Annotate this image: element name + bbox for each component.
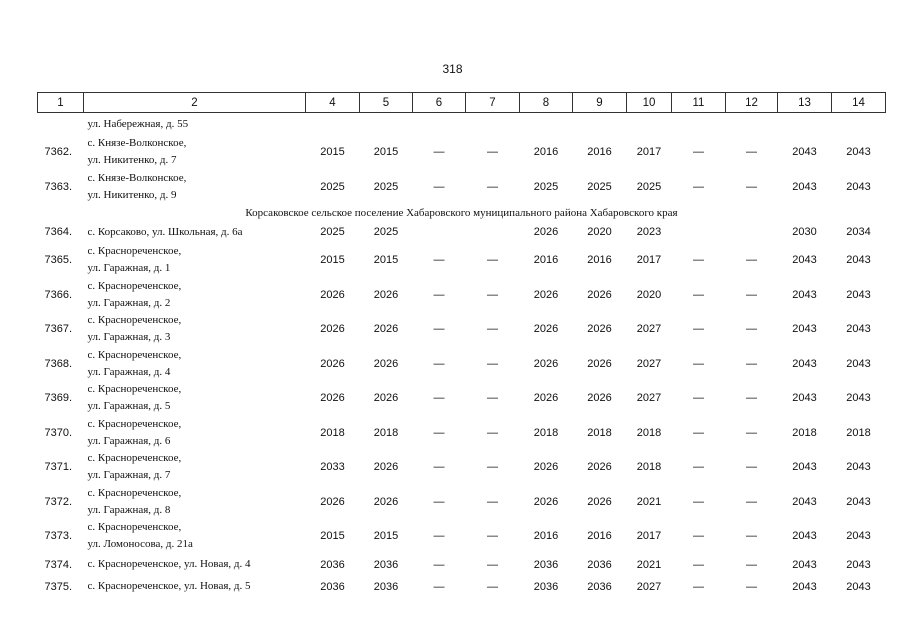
table-row <box>38 278 886 313</box>
header-cell: 8 <box>520 93 573 113</box>
year-cell-c14: 2034 <box>846 226 871 238</box>
year-cell-c7: — <box>487 558 498 571</box>
year-cell-c4: 2026 <box>320 495 345 508</box>
address-cell <box>84 519 306 554</box>
year-cell-c9: 2036 <box>587 580 612 593</box>
year-cell-c10: 2023 <box>636 226 662 238</box>
year-cell-c4: 2026 <box>320 288 345 301</box>
year-cell-c6: — <box>433 323 445 336</box>
year-cell-c12: — <box>746 288 757 301</box>
year-cell-c10: 2021 <box>636 558 662 571</box>
row-number: 7367. <box>44 323 73 336</box>
address-line-2: ул. Гаражная, д. 6 <box>87 434 171 447</box>
year-cell-c11: — <box>693 357 704 370</box>
year-cell-c10: 2017 <box>636 254 662 267</box>
table-row <box>38 312 886 347</box>
year-cell-c8: 2036 <box>533 580 559 593</box>
year-cell-c5: 2015 <box>373 530 399 543</box>
year-cell-c13: 2018 <box>792 426 817 439</box>
address-line-1: с. Краснореченское, <box>87 486 182 499</box>
section-header-row <box>38 204 886 221</box>
year-cell-c7: — <box>487 254 498 267</box>
address-line-2: ул. Никитенко, д. 7 <box>87 154 177 167</box>
year-cell-c5: 2026 <box>373 495 399 508</box>
year-cell-c9: 2036 <box>587 558 612 571</box>
table-row <box>38 450 886 485</box>
year-cell-c6: — <box>433 392 445 405</box>
year-cell-c6: — <box>433 357 445 370</box>
year-cell-c14: 2043 <box>846 323 871 336</box>
address-cell <box>84 381 306 416</box>
housing-table <box>37 92 886 598</box>
table-row <box>38 416 886 451</box>
table-row <box>38 519 886 554</box>
header-cell: 11 <box>672 93 726 113</box>
address-line-1: с. Краснореченское, <box>87 521 182 534</box>
address-line-1: с. Краснореченское, <box>87 314 182 327</box>
header-cell: 4 <box>306 93 360 113</box>
year-cell-c14: 2043 <box>846 288 871 301</box>
year-cell-c8: 2016 <box>533 146 559 159</box>
year-cell-c5: 2025 <box>373 180 399 193</box>
row-number: 7364. <box>44 226 73 238</box>
address-line-1: с. Князе-Волконское, <box>87 137 187 150</box>
table-row <box>38 347 886 382</box>
year-cell-c5: 2026 <box>373 288 399 301</box>
row-number: 7370. <box>44 426 73 439</box>
address-line-1: с. Краснореченское, <box>87 348 182 361</box>
address-cell: с. Краснореченское, ул. Новая, д. 5 <box>87 580 251 592</box>
year-cell-c13: 2030 <box>792 226 817 238</box>
address-cell <box>84 485 306 520</box>
year-cell-c12: — <box>746 580 757 593</box>
header-cell: 9 <box>573 93 627 113</box>
year-cell-c4: 2026 <box>320 357 345 370</box>
year-cell-c11: — <box>693 558 704 571</box>
year-cell-c14: 2043 <box>846 180 871 193</box>
year-cell-c6: — <box>433 180 445 193</box>
year-cell-c9: 2026 <box>587 357 612 370</box>
year-cell-c12: — <box>746 495 757 508</box>
row-number: 7363. <box>44 180 73 193</box>
year-cell-c9: 2026 <box>587 323 612 336</box>
year-cell-c4: 2015 <box>320 530 345 543</box>
year-cell-c4: 2025 <box>320 180 345 193</box>
year-cell-c4: 2018 <box>320 426 345 439</box>
table-row <box>38 381 886 416</box>
header-cell: 2 <box>84 93 306 113</box>
year-cell-c5: 2026 <box>373 323 399 336</box>
address-line-1: с. Краснореченское, <box>87 383 182 396</box>
address-cell <box>84 243 306 278</box>
year-cell-c11: — <box>693 146 704 159</box>
year-cell-c14: 2043 <box>846 558 871 571</box>
year-cell-c9: 2026 <box>587 461 612 474</box>
year-cell-c8: 2025 <box>533 180 559 193</box>
year-cell-c8: 2026 <box>533 288 559 301</box>
year-cell-c7: — <box>487 323 498 336</box>
address-cell: с. Краснореченское, ул. Новая, д. 4 <box>87 558 251 570</box>
year-cell-c8: 2026 <box>533 392 559 405</box>
year-cell-c13: 2043 <box>792 580 817 593</box>
year-cell-c8: 2026 <box>533 226 559 238</box>
year-cell-c5: 2015 <box>373 254 399 267</box>
year-cell-c7: — <box>487 580 498 593</box>
row-number: 7368. <box>44 357 73 370</box>
row-number: 7373. <box>44 530 73 543</box>
row-number: 7362. <box>44 146 73 159</box>
year-cell-c11: — <box>693 180 704 193</box>
year-cell-c10: 2021 <box>636 495 662 508</box>
year-cell-c4: 2026 <box>320 323 345 336</box>
year-cell-c12: — <box>746 357 757 370</box>
year-cell-c4: 2015 <box>320 254 345 267</box>
table-row <box>38 170 886 205</box>
address-line-1: с. Краснореченское, <box>87 417 182 430</box>
year-cell-c13: 2043 <box>792 558 817 571</box>
year-cell-c4: 2036 <box>320 580 345 593</box>
row-number: 7375. <box>44 580 73 593</box>
year-cell-c14: 2043 <box>846 495 871 508</box>
year-cell-c14: 2043 <box>846 580 871 593</box>
table-row <box>38 485 886 520</box>
address-cell <box>84 135 306 170</box>
year-cell-c6 <box>413 221 466 243</box>
year-cell-c14: 2043 <box>846 254 871 267</box>
year-cell-c11: — <box>693 461 704 474</box>
address-line-2: ул. Гаражная, д. 5 <box>87 400 171 413</box>
year-cell-c12: — <box>746 254 757 267</box>
year-cell-c10: 2025 <box>636 180 662 193</box>
year-cell-c12: — <box>746 146 757 159</box>
year-cell-c13: 2043 <box>792 530 817 543</box>
address-line-2: ул. Ломоносова, д. 21а <box>87 538 193 551</box>
year-cell-c7: — <box>487 180 498 193</box>
continuation-row <box>38 113 886 136</box>
year-cell-c13: 2043 <box>792 357 817 370</box>
year-cell-c7: — <box>487 495 498 508</box>
year-cell-c8: 2026 <box>533 323 559 336</box>
header-cell: 7 <box>466 93 520 113</box>
year-cell-c5: 2036 <box>373 580 399 593</box>
year-cell-c13: 2043 <box>792 180 817 193</box>
year-cell-c13: 2043 <box>792 495 817 508</box>
year-cell-c4: 2015 <box>320 146 345 159</box>
year-cell-c12: — <box>746 392 757 405</box>
address-cell <box>84 416 306 451</box>
year-cell-c11: — <box>693 254 704 267</box>
header-cell: 14 <box>832 93 886 113</box>
year-cell-c8: 2026 <box>533 461 559 474</box>
row-number: 7369. <box>44 392 73 405</box>
year-cell-c6: — <box>433 558 445 571</box>
address-cell: с. Корсаково, ул. Школьная, д. 6а <box>87 225 243 238</box>
year-cell-c8: 2018 <box>533 426 559 439</box>
year-cell-c11: — <box>693 426 704 439</box>
year-cell-c7: — <box>487 146 498 159</box>
year-cell-c5: 2026 <box>373 461 399 474</box>
address-line-1: с. Краснореченское, <box>87 245 182 258</box>
address-line-2: ул. Гаражная, д. 1 <box>87 262 171 275</box>
address-line-1: с. Краснореченское, <box>87 452 182 465</box>
year-cell-c13: 2043 <box>792 146 817 159</box>
year-cell-c6: — <box>433 495 445 508</box>
year-cell-c11: — <box>693 495 704 508</box>
year-cell-c6: — <box>433 530 445 543</box>
year-cell-c10: 2027 <box>636 323 662 336</box>
table-row <box>38 135 886 170</box>
year-cell-c8: 2036 <box>533 558 559 571</box>
address-cell <box>84 347 306 382</box>
row-number: 7374. <box>44 558 73 571</box>
header-row <box>38 93 886 113</box>
address-cell <box>84 312 306 347</box>
header-cell: 6 <box>413 93 466 113</box>
year-cell-c12: — <box>746 426 757 439</box>
year-cell-c8: 2026 <box>533 495 559 508</box>
year-cell-c13: 2043 <box>792 392 817 405</box>
table-row <box>38 576 886 598</box>
table-row <box>38 243 886 278</box>
year-cell-c4: 2026 <box>320 392 345 405</box>
year-cell-c8: 2016 <box>533 254 559 267</box>
year-cell-c13: 2043 <box>792 288 817 301</box>
year-cell-c9: 2016 <box>587 254 612 267</box>
year-cell-c6: — <box>433 461 445 474</box>
year-cell-c12: — <box>746 558 757 571</box>
year-cell-c10: 2018 <box>636 461 662 474</box>
header-cell: 12 <box>726 93 778 113</box>
year-cell-c10: 2027 <box>636 580 662 593</box>
year-cell-c11: — <box>693 580 704 593</box>
table-row <box>38 221 886 243</box>
year-cell-c12: — <box>746 180 757 193</box>
year-cell-c9: 2026 <box>587 288 612 301</box>
address-cell <box>84 170 306 205</box>
year-cell-c8: 2026 <box>533 357 559 370</box>
year-cell-c4: 2036 <box>320 558 345 571</box>
year-cell-c7: — <box>487 392 498 405</box>
year-cell-c12: — <box>746 530 757 543</box>
year-cell-c7 <box>466 221 520 243</box>
year-cell-c14: 2043 <box>846 146 871 159</box>
year-cell-c11: — <box>693 392 704 405</box>
year-cell-c5: 2026 <box>373 357 399 370</box>
year-cell-c11: — <box>693 530 704 543</box>
row-number: 7372. <box>44 495 73 508</box>
page-number: 318 <box>442 62 463 76</box>
year-cell-c5: 2026 <box>373 392 399 405</box>
year-cell-c9: 2020 <box>587 226 612 238</box>
year-cell-c7: — <box>487 288 498 301</box>
year-cell-c5: 2025 <box>373 226 399 238</box>
year-cell-c6: — <box>433 254 445 267</box>
address-cell <box>84 450 306 485</box>
year-cell-c14: 2043 <box>846 530 871 543</box>
year-cell-c4: 2025 <box>320 226 345 238</box>
year-cell-c10: 2017 <box>636 146 662 159</box>
year-cell-c12: — <box>746 323 757 336</box>
table-row <box>38 554 886 576</box>
year-cell-c10: 2020 <box>636 288 662 301</box>
year-cell-c6: — <box>433 426 445 439</box>
address-line-2: ул. Гаражная, д. 2 <box>87 296 171 309</box>
header-cell: 1 <box>38 93 84 113</box>
year-cell-c6: — <box>433 288 445 301</box>
year-cell-c11 <box>672 221 726 243</box>
year-cell-c13: 2043 <box>792 323 817 336</box>
year-cell-c12: — <box>746 461 757 474</box>
year-cell-c10: 2017 <box>636 530 662 543</box>
section-title: Корсаковское сельское поселение Хабаровского муниципального района Хабаровского края <box>245 206 678 219</box>
year-cell-c7: — <box>487 461 498 474</box>
year-cell-c7: — <box>487 530 498 543</box>
address-line-2: ул. Гаражная, д. 7 <box>87 469 171 482</box>
year-cell-c9: 2026 <box>587 392 612 405</box>
year-cell-c7: — <box>487 357 498 370</box>
address-line-2: ул. Никитенко, д. 9 <box>87 188 177 201</box>
year-cell-c10: 2018 <box>636 426 662 439</box>
year-cell-c14: 2043 <box>846 461 871 474</box>
year-cell-c9: 2026 <box>587 495 612 508</box>
year-cell-c14: 2043 <box>846 357 871 370</box>
year-cell-c11: — <box>693 323 704 336</box>
address-line-1: с. Краснореченское, <box>87 279 182 292</box>
header-cell: 10 <box>627 93 672 113</box>
year-cell-c6: — <box>433 146 445 159</box>
header-cell: 5 <box>360 93 413 113</box>
year-cell-c9: 2016 <box>587 146 612 159</box>
row-number: 7366. <box>44 288 73 301</box>
year-cell-c7: — <box>487 426 498 439</box>
year-cell-c9: 2016 <box>587 530 612 543</box>
year-cell-c6: — <box>433 580 445 593</box>
row-number: 7371. <box>44 461 73 474</box>
address-line-2: ул. Гаражная, д. 3 <box>87 331 171 344</box>
year-cell-c10: 2027 <box>636 392 662 405</box>
year-cell-c9: 2025 <box>587 180 612 193</box>
address-line-1: с. Князе-Волконское, <box>87 171 187 184</box>
year-cell-c13: 2043 <box>792 254 817 267</box>
year-cell-c14: 2043 <box>846 392 871 405</box>
year-cell-c5: 2015 <box>373 146 399 159</box>
address-line-2: ул. Гаражная, д. 8 <box>87 503 171 516</box>
year-cell-c12 <box>726 221 778 243</box>
year-cell-c8: 2016 <box>533 530 559 543</box>
year-cell-c5: 2036 <box>373 558 399 571</box>
year-cell-c11: — <box>693 288 704 301</box>
header-cell: 13 <box>778 93 832 113</box>
address-line-2: ул. Гаражная, д. 4 <box>87 365 171 378</box>
row-number: 7365. <box>44 254 73 267</box>
year-cell-c5: 2018 <box>373 426 399 439</box>
year-cell-c9: 2018 <box>587 426 612 439</box>
year-cell-c14: 2018 <box>846 426 871 439</box>
address-cell <box>84 278 306 313</box>
address-cell: ул. Набережная, д. 55 <box>87 117 189 130</box>
year-cell-c13: 2043 <box>792 461 817 474</box>
year-cell-c10: 2027 <box>636 357 662 370</box>
year-cell-c4: 2033 <box>320 461 345 474</box>
